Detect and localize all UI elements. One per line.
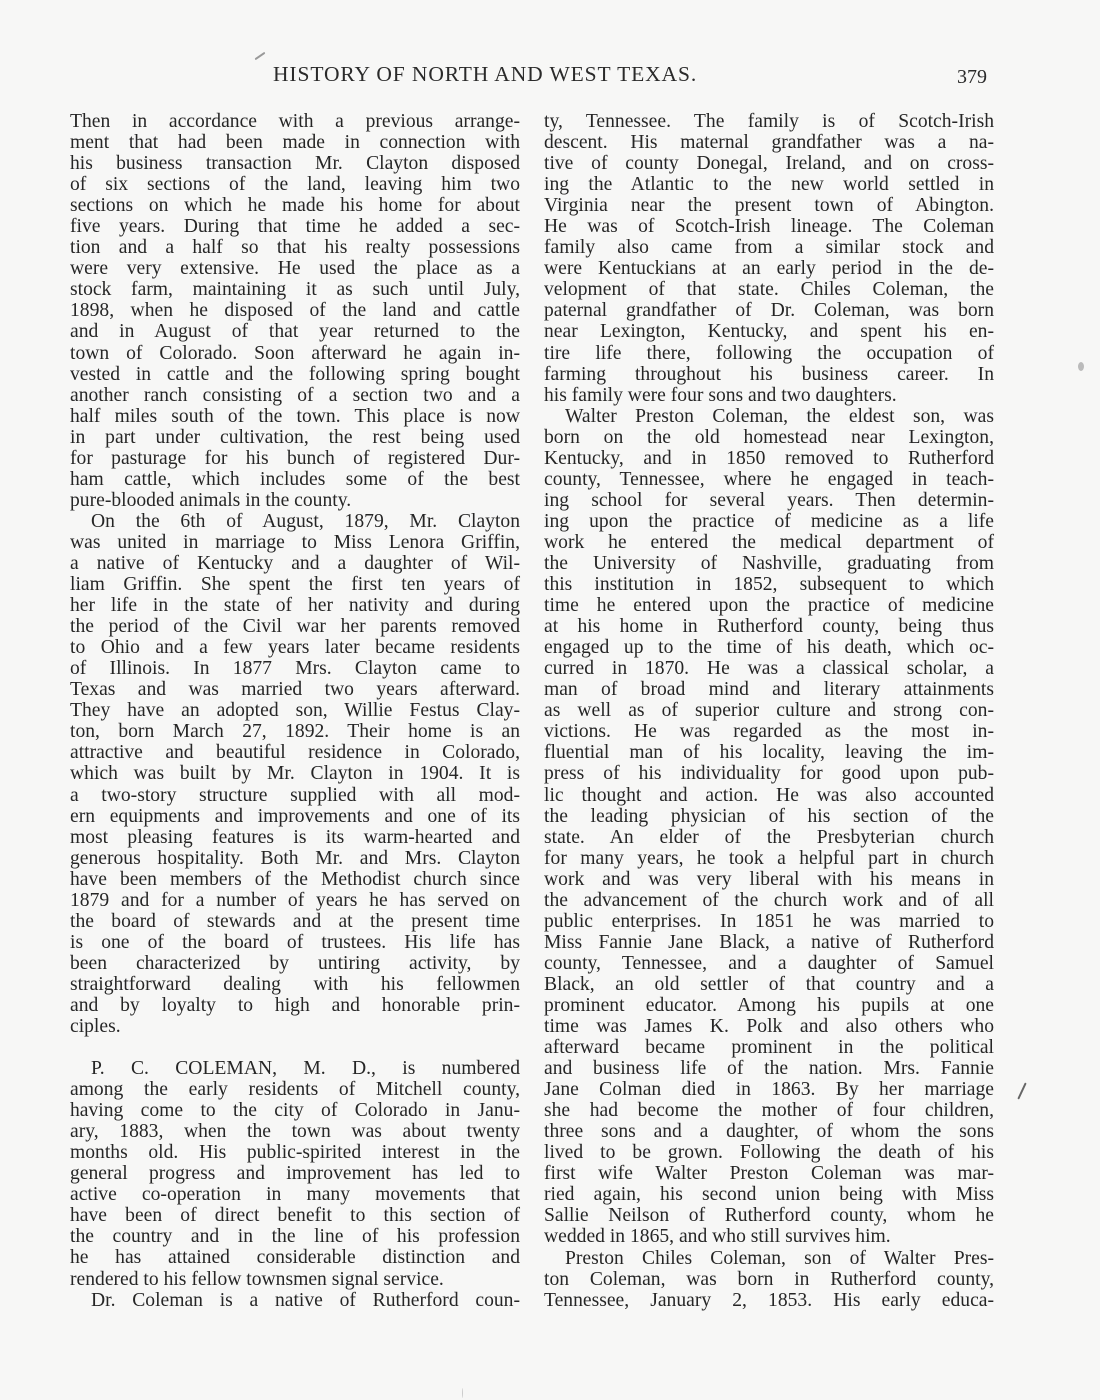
text-line: man of broad mind and literary attainments — [544, 679, 994, 701]
text-line: time was James K. Polk and also others who — [544, 1016, 994, 1038]
text-line: ern equipments and improvements and one of its — [70, 805, 520, 827]
text-line: Virginia near the present town of Abington. — [544, 195, 994, 217]
text-line: state. An elder of the Presbyterian church — [544, 826, 994, 848]
text-line: Then in accordance with a previous arrange- — [70, 111, 520, 132]
text-line: the advancement of the church work and of all — [544, 889, 994, 911]
smudge — [1078, 362, 1084, 371]
text-line: another ranch consisting of a section two and a — [70, 384, 520, 406]
text-line: Kentucky, and in 1850 removed to Rutherford — [544, 447, 994, 469]
text-line: a two-story structure supplied with all mod- — [70, 784, 520, 806]
text-line: prominent educator. Among his pupils at one — [544, 994, 994, 1016]
text-line: is one of the board of trustees. His life has — [70, 931, 520, 953]
text-line: ment that had been made in connection with — [70, 132, 520, 154]
text-line: lic thought and action. He was also accounted — [544, 784, 994, 806]
text-line: public enterprises. In 1851 he was married to — [544, 910, 994, 932]
text-line: his family were four sons and two daughters. — [544, 384, 897, 406]
text-line: having come to the city of Colorado in Janu- — [70, 1100, 520, 1122]
text-line: he has attained considerable distinction and — [70, 1247, 520, 1269]
text-line: near Lexington, Kentucky, and spent his en- — [544, 321, 994, 343]
text-line: a native of Kentucky and a daughter of Wil- — [70, 552, 520, 574]
text-line: born on the old homestead near Lexington, — [544, 426, 994, 448]
text-line: work he entered the medical department of — [544, 531, 994, 553]
text-line: were Kentuckians at an early period in the de- — [544, 258, 994, 280]
text-line: the country and in the line of his profession — [70, 1226, 520, 1248]
smudge — [462, 1388, 463, 1398]
text-line: for many years, he took a helpful part in church — [544, 847, 994, 869]
text-line: victions. He was regarded as the most in- — [544, 721, 994, 743]
text-line: tion and a half so that his realty possessions — [70, 237, 520, 259]
text-line: He was of Scotch-Irish lineage. The Coleman — [544, 216, 994, 238]
text-line: the leading physician of his section of the — [544, 805, 994, 827]
text-line: half miles south of the town. This place is now — [70, 405, 520, 427]
text-line: county, Tennessee, and a daughter of Samuel — [544, 952, 994, 974]
text-line: Texas and was married two years afterward. — [70, 679, 520, 701]
text-line: tive of county Donegal, Ireland, and on cross- — [544, 153, 994, 175]
text-line: press of his individuality for good upon pub- — [544, 763, 994, 785]
text-line: among the early residents of Mitchell county, — [70, 1079, 520, 1101]
text-line: stock farm, maintaining it as such until July, — [70, 279, 520, 301]
text-line: ham cattle, which includes some of the best — [70, 468, 520, 490]
text-line: the board of stewards and at the present time — [70, 910, 520, 932]
text-line: lived to be grown. Following the death of his — [544, 1142, 994, 1164]
text-line: 1879 and for a number of years he has served on — [70, 889, 520, 911]
text-line: straightforward dealing with his fellowmen — [70, 973, 520, 995]
text-line: five years. During that time he added a sec- — [70, 216, 520, 238]
text-line: afterward became prominent in the political — [544, 1037, 994, 1059]
pencil-mark — [1017, 1082, 1026, 1099]
text-line: Tennessee, January 2, 1853. His early educa- — [544, 1289, 994, 1311]
text-line: of six sections of the land, leaving him two — [70, 174, 520, 196]
text-line: and by loyalty to high and honorable prin- — [70, 994, 520, 1016]
text-line: have been of direct benefit to this section of — [70, 1205, 520, 1227]
text-line: Miss Fannie Jane Black, a native of Rutherford — [544, 931, 994, 953]
text-line: his business transaction Mr. Clayton disposed — [70, 153, 520, 175]
text-line: for pasturage for his bunch of registered Dur- — [70, 447, 520, 469]
text-line: ing upon the practice of medicine as a life — [544, 510, 994, 532]
text-line: first wife Walter Preston Coleman was mar- — [544, 1163, 994, 1185]
left-column — [70, 111, 520, 1311]
text-line: family also came from a similar stock and — [544, 237, 994, 259]
text-line: and in August of that year returned to the — [70, 321, 520, 343]
text-line: velopment of that state. Chiles Coleman, the — [544, 279, 994, 301]
paragraph-gap — [70, 1037, 520, 1058]
text-line: county, Tennessee, where he engaged in teach- — [544, 468, 994, 490]
text-line: attractive and beautiful residence in Colorado, — [70, 742, 520, 764]
text-line: of Illinois. In 1877 Mrs. Clayton came to — [70, 658, 520, 680]
text-line: most pleasing features is its warm-hearted and — [70, 826, 520, 848]
text-line: tire life there, following the occupation of — [544, 342, 994, 364]
text-line: which was built by Mr. Clayton in 1904. It is — [70, 763, 520, 785]
right-column — [544, 111, 994, 1311]
text-line: to Ohio and a few years later became residents — [70, 637, 520, 659]
text-line: ried again, his second union being with Miss — [544, 1184, 994, 1206]
text-line: Black, an old settler of that country and a — [544, 973, 994, 995]
text-line: at his home in Rutherford county, being thus — [544, 616, 994, 638]
text-line: P. C. COLEMAN, M. D., is numbered — [91, 1058, 520, 1080]
page-number: 379 — [957, 66, 987, 88]
text-line: her life in the state of her nativity and during — [70, 595, 520, 617]
text-line: ton Coleman, was born in Rutherford county, — [544, 1268, 994, 1290]
text-line: she had become the mother of four children, — [544, 1100, 994, 1122]
text-line: Preston Chiles Coleman, son of Walter Pres- — [565, 1247, 994, 1269]
text-line: the period of the Civil war her parents removed — [70, 616, 520, 638]
text-line: wedded in 1865, and who still survives him. — [544, 1226, 891, 1248]
text-line: They have an adopted son, Willie Festus Clay- — [70, 700, 520, 722]
text-line: been characterized by untiring activity, by — [70, 952, 520, 974]
text-line: pure-blooded animals in the county. — [70, 489, 352, 511]
text-line: generous hospitality. Both Mr. and Mrs. Clayton — [70, 847, 520, 869]
text-line: On the 6th of August, 1879, Mr. Clayton — [91, 510, 520, 532]
text-line: farming throughout his business career. In — [544, 363, 994, 385]
text-line: time he entered upon the practice of medicine — [544, 595, 994, 617]
text-line: 1898, when he disposed of the land and cattle — [70, 300, 520, 322]
running-header: HISTORY OF NORTH AND WEST TEXAS. — [273, 62, 698, 86]
text-line: this institution in 1852, subsequent to which — [544, 574, 994, 596]
text-line: work and was very liberal with his means in — [544, 868, 994, 890]
text-line: Jane Colman died in 1863. By her marriage — [544, 1079, 994, 1101]
text-line: liam Griffin. She spent the first ten years of — [70, 574, 520, 596]
text-line: was united in marriage to Miss Lenora Griffin, — [70, 531, 520, 553]
text-line: general progress and improvement has led to — [70, 1163, 520, 1185]
text-line: have been members of the Methodist church since — [70, 868, 520, 890]
text-line: three sons and a daughter, of whom the sons — [544, 1121, 994, 1143]
text-line: ciples. — [70, 1016, 121, 1038]
text-line: in part under cultivation, the rest being used — [70, 426, 520, 448]
text-line: paternal grandfather of Dr. Coleman, was born — [544, 300, 994, 322]
pencil-mark — [255, 52, 266, 61]
text-line: were very extensive. He used the place as a — [70, 258, 520, 280]
text-line: fluential man of his locality, leaving the im- — [544, 742, 994, 764]
text-line: Dr. Coleman is a native of Rutherford coun- — [91, 1289, 520, 1311]
text-line: and business life of the nation. Mrs. Fannie — [544, 1058, 994, 1080]
text-line: Walter Preston Coleman, the eldest son, was — [565, 405, 994, 427]
text-line: ton, born March 27, 1892. Their home is an — [70, 721, 520, 743]
text-line: rendered to his fellow townsmen signal service. — [70, 1268, 444, 1290]
text-line: ing school for several years. Then determin- — [544, 489, 994, 511]
text-line: months old. His public-spirited interest in the — [70, 1142, 520, 1164]
text-line: curred in 1870. He was a classical scholar, a — [544, 658, 994, 680]
text-line: as well as of superior culture and strong con- — [544, 700, 994, 722]
text-line: ary, 1883, when the town was about twenty — [70, 1121, 520, 1143]
text-line: Sallie Neilson of Rutherford county, whom he — [544, 1205, 994, 1227]
text-line: sections on which he made his home for about — [70, 195, 520, 217]
text-line: town of Colorado. Soon afterward he again in- — [70, 342, 520, 364]
text-line: descent. His maternal grandfather was a na- — [544, 132, 994, 154]
text-line: engaged up to the time of his death, which oc- — [544, 637, 994, 659]
text-line: ty, Tennessee. The family is of Scotch-Irish — [544, 111, 994, 132]
text-line: the University of Nashville, graduating from — [544, 552, 994, 574]
text-line: active co-operation in many movements that — [70, 1184, 520, 1206]
text-line: ing the Atlantic to the new world settled in — [544, 174, 994, 196]
text-line: vested in cattle and the following spring bought — [70, 363, 520, 385]
